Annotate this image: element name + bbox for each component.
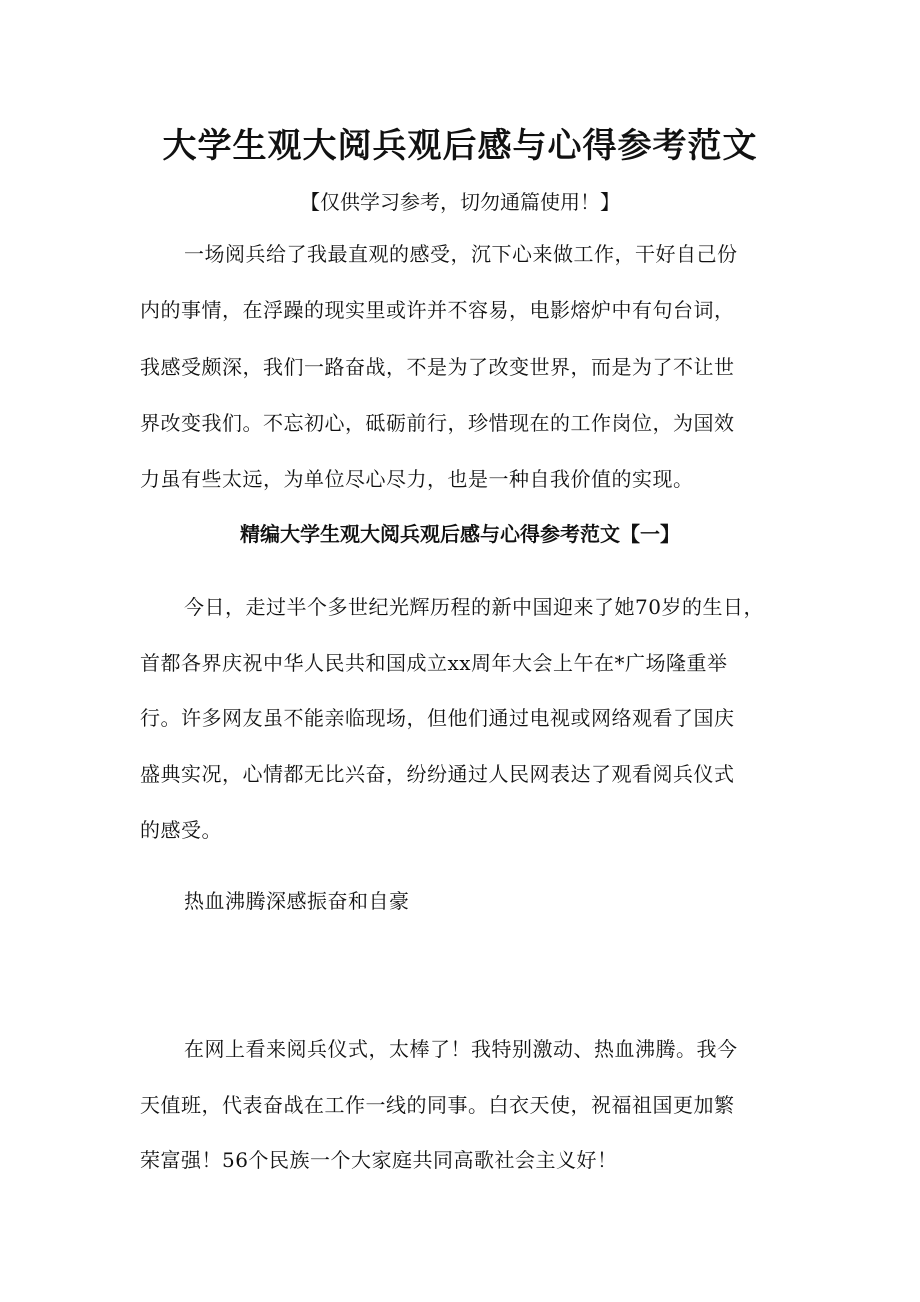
paragraph-line: 天值班，代表奋战在工作一线的同事。白衣天使，祝福祖国更加繁	[140, 1093, 735, 1117]
section-heading: 精编大学生观大阅兵观后感与心得参考范文【一】	[240, 522, 680, 546]
intro-line: 一场阅兵给了我最直观的感受，沉下心来做工作，干好自己份	[184, 242, 738, 266]
paragraph-line: 首都各界庆祝中华人民共和国成立xx周年大会上午在*广场隆重举	[140, 651, 728, 675]
intro-line: 界改变我们。不忘初心，砥砺前行，珍惜现在的工作岗位，为国效	[140, 411, 735, 435]
intro-line: 我感受颇深，我们一路奋战，不是为了改变世界，而是为了不让世	[140, 355, 735, 379]
paragraph-line: 今日，走过半个多世纪光辉历程的新中国迎来了她70岁的生日，	[184, 595, 764, 619]
paragraph-line: 的感受。	[140, 818, 222, 842]
paragraph-line: 在网上看来阅兵仪式，太棒了！我特别激动、热血沸腾。我今	[184, 1037, 738, 1061]
paragraph-line: 行。许多网友虽不能亲临现场，但他们通过电视或网络观看了国庆	[140, 706, 735, 730]
paragraph-line: 荣富强！56个民族一个大家庭共同高歌社会主义好！	[140, 1148, 618, 1172]
document-title: 大学生观大阅兵观后感与心得参考范文	[162, 126, 758, 166]
intro-line: 力虽有些太远，为单位尽心尽力，也是一种自我价值的实现。	[140, 467, 694, 491]
paragraph-line: 盛典实况，心情都无比兴奋，纷纷通过人民网表达了观看阅兵仪式	[140, 762, 735, 786]
subheading: 热血沸腾深感振奋和自豪	[184, 889, 410, 913]
intro-line: 内的事情，在浮躁的现实里或许并不容易，电影熔炉中有句台词，	[140, 298, 735, 322]
usage-notice: 【仅供学习参考，切勿通篇使用！】	[300, 190, 620, 214]
